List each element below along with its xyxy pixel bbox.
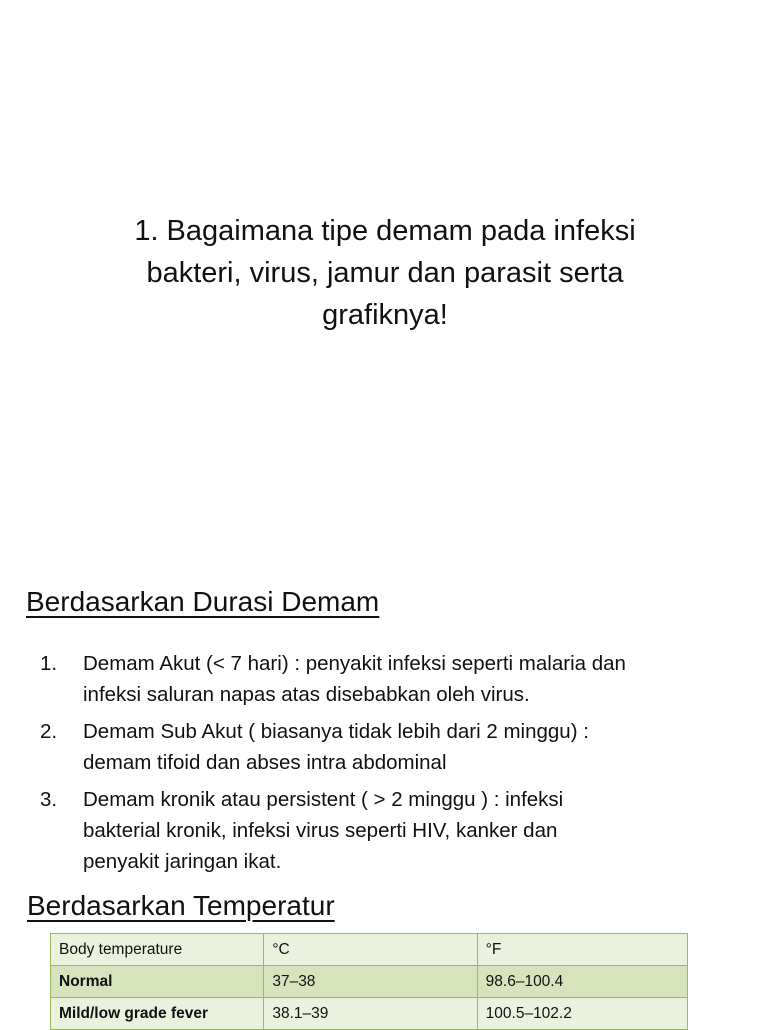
slide-title-line: grafiknya!: [322, 299, 448, 331]
temperature-table: [50, 933, 688, 1030]
list-item-number: 1.: [40, 652, 58, 675]
table-row: [51, 966, 688, 998]
table-cell: 100.5–102.2: [477, 998, 687, 1030]
duration-list: [40, 648, 740, 883]
slide-title: [60, 210, 710, 336]
list-item-text: [83, 716, 589, 778]
slide-title-line: bakteri, virus, jamur dan parasit serta: [146, 257, 624, 289]
list-item-line: Demam Sub Akut ( biasanya tidak lebih dari 2 minggu) :: [83, 720, 589, 743]
slide-title-line: 1. Bagaimana tipe demam pada infeksi: [134, 215, 636, 247]
list-item-text: [83, 648, 626, 710]
list-item: [40, 716, 740, 778]
table-header-cell: °C: [264, 934, 477, 966]
list-item-line: Demam Akut (< 7 hari) : penyakit infeksi seperti malaria dan: [83, 652, 626, 675]
list-item-line: infeksi saluran napas atas disebabkan oleh virus.: [83, 683, 530, 706]
duration-section-heading: Berdasarkan Durasi Demam: [26, 586, 380, 617]
table-header-cell: °F: [477, 934, 687, 966]
list-item-number: 2.: [40, 720, 58, 743]
table-header-row: [51, 934, 688, 966]
list-item: [40, 648, 740, 710]
table-cell: Normal: [51, 966, 264, 998]
table-row: [51, 998, 688, 1030]
list-item-line: demam tifoid dan abses intra abdominal: [83, 751, 447, 774]
list-item-line: bakterial kronik, infeksi virus seperti HIV, kanker dan: [83, 819, 558, 842]
list-item-number: 3.: [40, 788, 58, 811]
table-cell: 37–38: [264, 966, 477, 998]
table-header-cell: Body temperature: [51, 934, 264, 966]
table-cell: 38.1–39: [264, 998, 477, 1030]
list-item: [40, 784, 740, 877]
list-item-line: Demam kronik atau persistent ( > 2 minggu ) : infeksi: [83, 788, 564, 811]
temperature-section-heading: Berdasarkan Temperatur: [27, 890, 335, 921]
list-item-line: penyakit jaringan ikat.: [83, 850, 282, 873]
list-item-text: [83, 784, 563, 877]
table-cell: Mild/low grade fever: [51, 998, 264, 1030]
table-cell: 98.6–100.4: [477, 966, 687, 998]
